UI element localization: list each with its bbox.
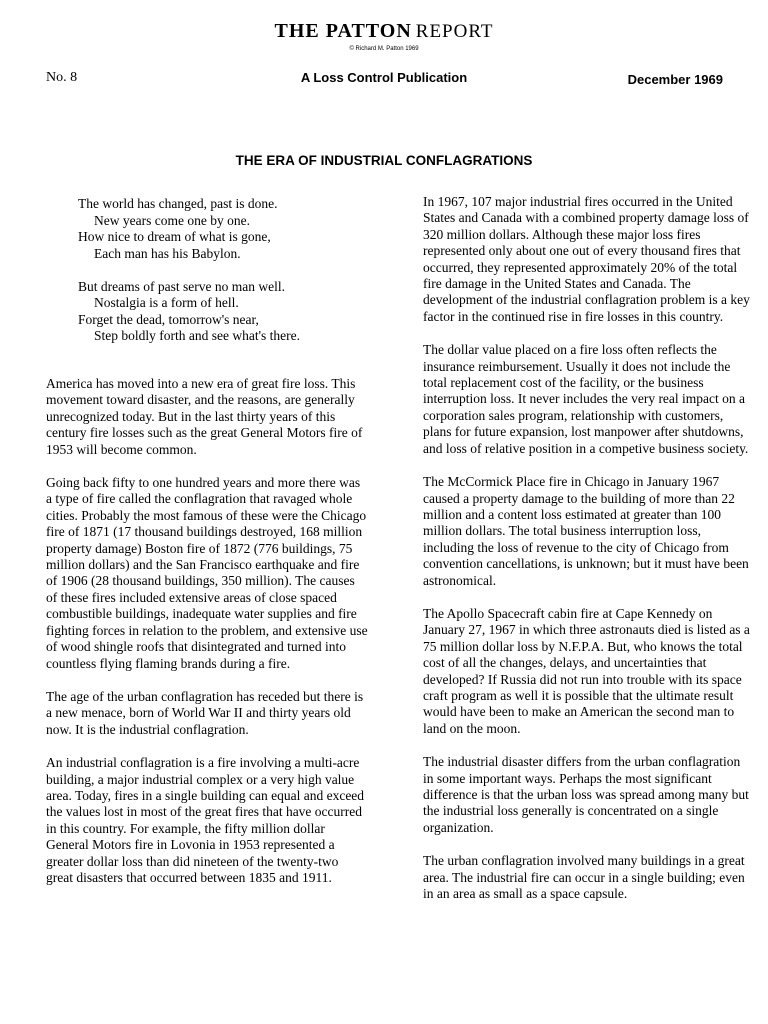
poem-line: The world has changed, past is done.: [78, 196, 278, 211]
article-title: THE ERA OF INDUSTRIAL CONFLAGRATIONS: [235, 153, 533, 168]
paragraph: In 1967, 107 major industrial fires occurred in the United States and Canada with a combined property damage loss of 320 million dollars. Although these major loss fires represented only about one out of every thousand fires that occurred, they represented approximately 20% of the total fire damage in the United States and Canada. The development of the industrial conflagration problem is a key factor in the continued rise in fire losses in this country.: [423, 194, 750, 324]
issue-date: December 1969: [627, 72, 723, 87]
poem-line: Each man has his Babylon.: [94, 245, 241, 261]
paragraph: The dollar value placed on a fire loss often reflects the insurance reimbursement. Usually it does not include the total replacement cost of the facility, or the business interruption loss. It never includes the very real impact on a corporation sales program, relationship with customers, plans for future expansion, lost manpower after shutdowns, and loss of relative position in a competive business society.: [423, 342, 749, 456]
issue-number: No. 8: [46, 70, 78, 85]
poem-stanza: [78, 279, 398, 345]
report-title-suffix: REPORT: [415, 21, 494, 42]
copyright-notice: © Richard M. Patton 1969: [349, 46, 419, 52]
poem-stanza: [78, 196, 398, 262]
poem-line: Nostalgia is a form of hell.: [94, 295, 239, 310]
publication-name: A Loss Control Publication: [300, 70, 468, 85]
paragraph: The urban conflagration involved many buildings in a great area. The industrial fire can occur in a single building; even in an area as small as a space capsule.: [423, 853, 745, 902]
report-title: [0, 20, 768, 43]
poem: [78, 196, 398, 361]
paragraph: The age of the urban conflagration has receded but there is a new menace, born of World War II and thirty years old now. It is the industrial conflagration.: [46, 688, 364, 737]
poem-line: How nice to dream of what is gone,: [78, 229, 271, 244]
paragraph: Going back fifty to one hundred years and more there was a type of fire called the conflagration that ravaged whole cities. Probably the most famous of these were the Chicago fire of 1871 (17 thousand buildings destroyed, 168 million property damage) Boston fire of 1872 (776 buildings, 75 million dollars) and the San Francisco earthquake and fire of 1906 (28 thousand buildings, 350 million). The causes of these fires included extensive areas of close spaced combustible buildings, inadequate water supplies and fire fighting forces in relation to the problem, and extensive use of wood shingle roofs that disintegrated and turned into countless flying flaming brands during a fire.: [46, 475, 368, 671]
paragraph: The Apollo Spacecraft cabin fire at Cape Kennedy on January 27, 1967 in which three astronauts died is listed as a 75 million dollar loss by N.F.P.A. But, who knows the total cost of all the changes, delays, and uncertainties that developed? If Russia did not run into trouble with its space craft program as well it is possible that the ultimate result would have been to make an American the second man to land on the moon.: [423, 605, 750, 736]
paragraph: America has moved into a new era of great fire loss. This movement toward disaster, and the reasons, are generally unrecognized today. But in the last thirty years of this century fire losses such as the great General Motors fire of 1953 will become common.: [46, 376, 363, 457]
paragraph: An industrial conflagration is a fire involving a multi-acre building, a major industrial complex or a very high value area. Today, fires in a single building can equal and exceed the values lost in most of the great fires that have occurred in this country. For example, the fifty million dollar General Motors fire in Lovonia in 1953 represented a greater dollar loss than did nineteen of the twenty-two great disasters that occurred between 1835 and 1911.: [46, 755, 365, 885]
report-title-main: THE PATTON: [274, 20, 412, 42]
poem-line: Forget the dead, tomorrow's near,: [78, 311, 259, 327]
right-column: [423, 194, 750, 919]
paragraph: The industrial disaster differs from the urban conflagration in some important ways. Perhaps the most significant difference is that the urban loss was spread among many but the industrial loss generally is concentrated on a single organization.: [423, 754, 749, 835]
paragraph: The McCormick Place fire in Chicago in January 1967 caused a property damage to the building of more than 22 million and a content loss estimated at greater than 100 million dollars. The total business interruption loss, including the loss of revenue to the city of Chicago from convention cancellations, is unknown; but it must have been astronomical.: [423, 474, 749, 588]
poem-line: But dreams of past serve no man well.: [78, 278, 285, 294]
poem-line: New years come one by one.: [94, 212, 250, 228]
poem-line: Step boldly forth and see what's there.: [94, 328, 301, 343]
left-column: [46, 376, 368, 903]
